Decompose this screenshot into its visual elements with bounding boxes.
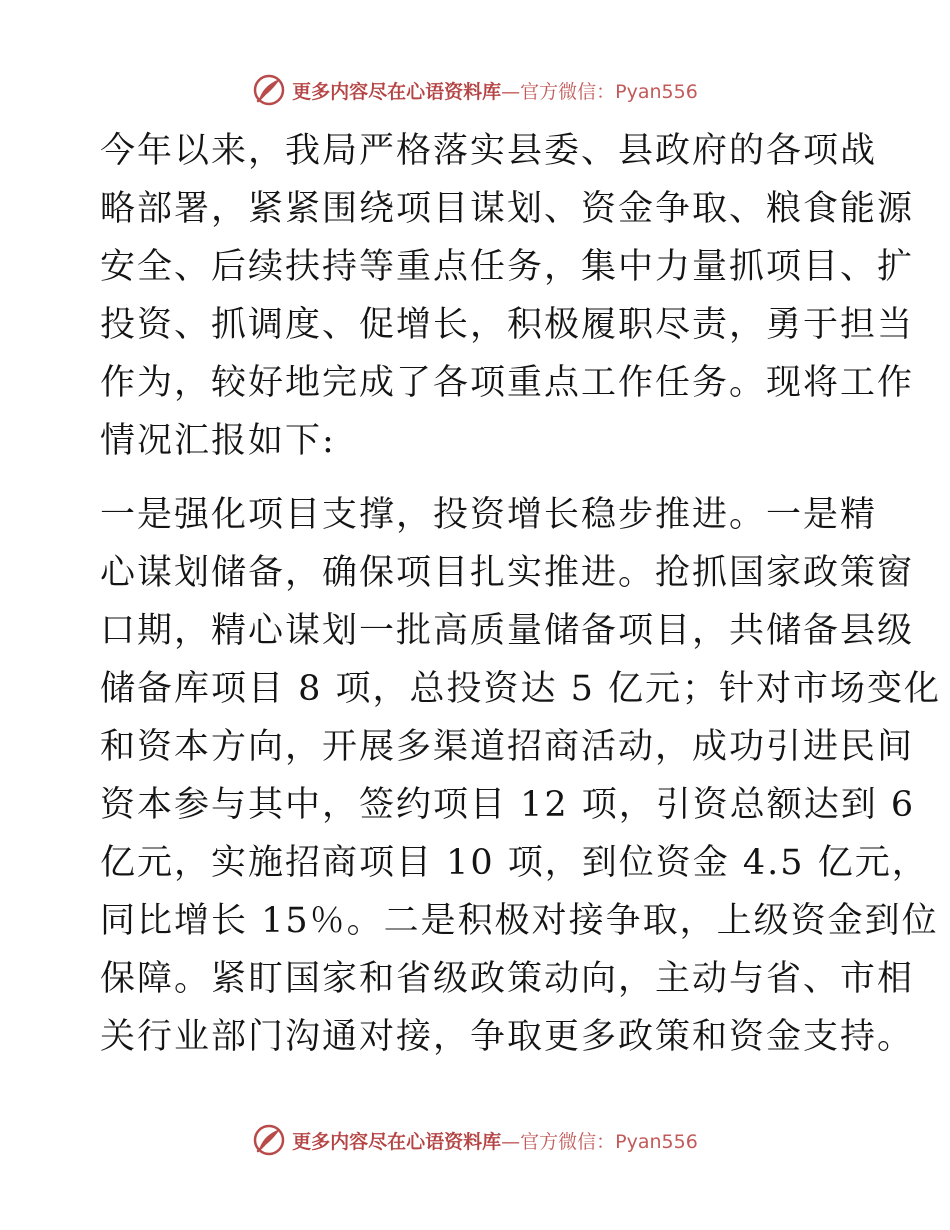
paragraph-line: 作为，较好地完成了各项重点工作任务。现将工作 [100,363,915,403]
paragraph-line: 一是强化项目支撑，投资增长稳步推进。一是精 [100,495,878,535]
footer-watermark-text [292,1127,698,1154]
paragraph-line: 储备库项目 8 项，总投资达 5 亿元；针对市场变化 [100,669,942,709]
paragraph-gap [100,470,860,486]
paragraph-line: 投资、抓调度、促增长，积极履职尽责，勇于担当 [100,305,915,345]
paragraph-line: 资本参与其中，签约项目 12 项，引资总额达到 6 [100,785,916,825]
paragraph-line: 略部署，紧紧围绕项目谋划、资金争取、粮食能源 [100,189,915,229]
footer-watermark-sub: —官方微信：Pyan556 [501,1130,698,1153]
header-watermark-text [292,77,698,104]
pen-logo-icon [252,73,286,107]
paragraph-line: 情况汇报如下: [100,421,336,461]
paragraph-intro [100,122,915,470]
header-watermark-main: 更多内容尽在心语资料库 [292,80,502,103]
paragraph-line: 口期，精心谋划一批高质量储备项目，共储备县级 [100,611,915,651]
footer-watermark-main: 更多内容尽在心语资料库 [292,1130,502,1153]
paragraph-line: 保障。紧盯国家和省级政策动向，主动与省、市相 [100,959,915,999]
paragraph-project-support [100,486,942,1066]
footer-watermark [0,1120,950,1160]
pen-logo-icon [252,1123,286,1157]
paragraph-line: 和资本方向，开展多渠道招商活动，成功引进民间 [100,727,915,767]
paragraph-line: 心谋划储备，确保项目扎实推进。抢抓国家政策窗 [100,553,915,593]
header-watermark-sub: —官方微信：Pyan556 [501,80,698,103]
paragraph-line: 今年以来，我局严格落实县委、县政府的各项战 [100,131,878,171]
paragraph-line: 亿元，实施招商项目 10 项，到位资金 4.5 亿元， [100,843,929,883]
document-body [100,122,942,1066]
header-watermark [0,70,950,110]
paragraph-line: 安全、后续扶持等重点任务，集中力量抓项目、扩 [100,247,915,287]
paragraph-line: 同比增长 15％。二是积极对接争取，上级资金到位 [100,901,939,941]
paragraph-line: 关行业部门沟通对接，争取更多政策和资金支持。 [100,1017,915,1057]
